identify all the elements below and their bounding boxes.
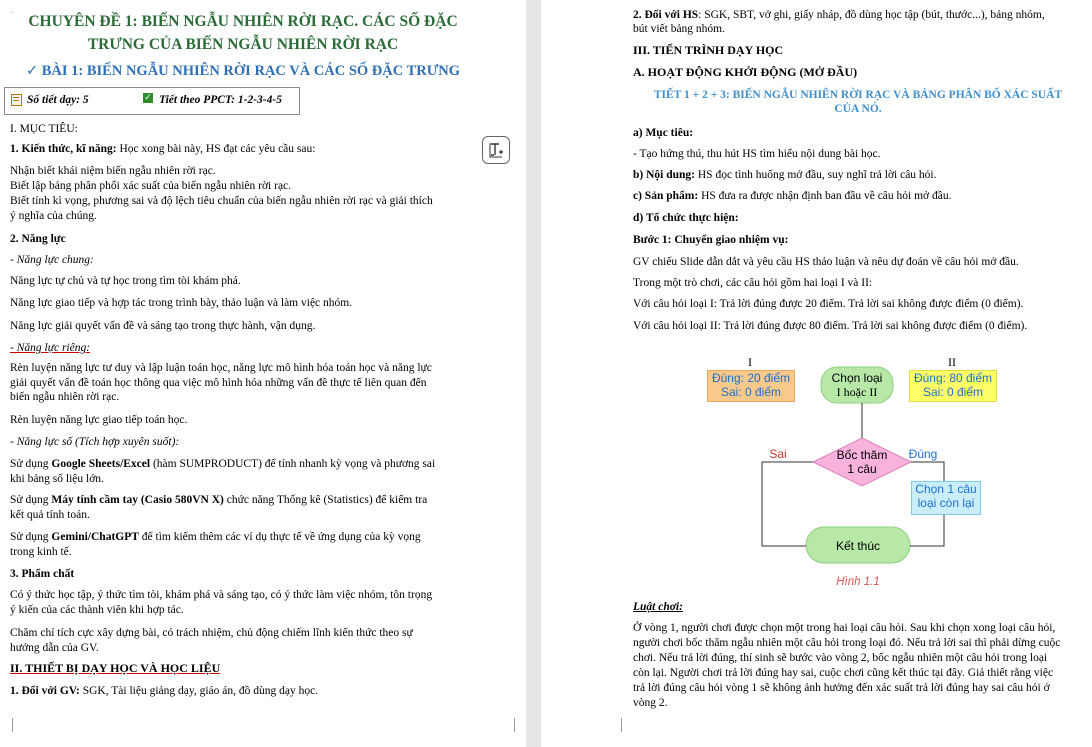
insert-text-button[interactable] xyxy=(482,136,510,164)
topic-title-line1: CHUYÊN ĐỀ 1: BIẾN NGẪU NHIÊN RỜI RẠC. CÁC SỐ ĐẶC xyxy=(28,13,458,30)
step1-paragraph: GV chiếu Slide dẫn dắt và yêu cầu HS thảo luận và nêu dự đoán về câu hỏi mở đầu. xyxy=(633,256,1019,268)
crop-mark xyxy=(514,718,515,732)
step1-paragraph: Trong một trò chơi, các câu hỏi gồm hai loại I và II: xyxy=(633,277,873,289)
type-II-box xyxy=(909,370,997,402)
specific-competence-item-cont: biến ngẫu nhiên rời rạc. xyxy=(10,391,120,403)
digital-competence-item-cont: trong kinh tế. xyxy=(10,546,72,558)
general-competence-heading: - Năng lực chung: xyxy=(10,254,94,266)
document-icon xyxy=(11,94,22,106)
digital-competence-item: Sử dụng Gemini/ChatGPT để tìm kiếm thêm các ví dụ thực tế về ứng dụng của kỳ vọng xyxy=(10,531,421,543)
rules-line: còn lại. Người chơi trả lời đúng hay sai, cuộc chơi cũng kết thúc tại đây. Giả thiết rằng việc xyxy=(633,667,1054,679)
choose-type-node: Chọn loại I hoặc II xyxy=(831,371,883,399)
specific-competence-heading: - Năng lực riêng: xyxy=(10,342,91,354)
teacher-materials-line: 1. Đối với GV: SGK, Tài liệu giảng dạy, giáo án, đồ dùng dạy học. xyxy=(10,685,319,697)
knowledge-item-cont: ý nghĩa của chúng. xyxy=(10,210,97,222)
digital-competence-item: Sử dụng Máy tính cầm tay (Casio 580VN X) chức năng Thống kê (Statistics) để kiểm tra xyxy=(10,494,428,506)
quality-item: Chăm chỉ tích cực xây dựng bài, có trách nhiệm, chủ động chiếm lĩnh kiến thức theo sự xyxy=(10,627,413,639)
step1-label: Bước 1: Chuyển giao nhiệm vụ: xyxy=(633,234,789,246)
lesson-title xyxy=(0,62,486,81)
digital-competence-item-cont: khi bảng số liệu lớn. xyxy=(10,473,104,485)
section-objectives-heading: I. MỤC TIÊU: xyxy=(10,123,78,135)
document-page-right xyxy=(541,0,1092,747)
label-type-I: I xyxy=(748,355,752,369)
specific-competence-item: Rèn luyện năng lực giao tiếp toán học. xyxy=(10,414,188,426)
digital-competence-item-cont: kết quả tính toán. xyxy=(10,509,90,521)
wrong-connector xyxy=(762,462,813,546)
general-competence-item: Năng lực tự chủ và tự học trong tìm tòi khám phá. xyxy=(10,275,241,287)
quality-item-cont: ý kiến của các thành viên khi hợp tác. xyxy=(10,604,184,616)
specific-competence-item-cont: giải quyết vấn đề toán học thông qua việc mô hình hóa những vấn đề thực tế liên quan đến xyxy=(10,377,427,389)
right-label: Đúng xyxy=(908,447,938,461)
rules-line: chơi. Nếu trả lời đúng, thí sinh sẽ bước vào vòng 2, bốc ngẫu nhiên một câu hỏi trong loại xyxy=(633,652,1048,664)
rules-heading: Luật chơi: xyxy=(633,601,683,613)
student-materials-line-cont: bút viết bảng nhóm. xyxy=(633,23,725,35)
product-line: c) Sản phẩm: HS đưa ra được nhận định ban đầu về câu hỏi mở đầu. xyxy=(633,190,952,202)
figure-caption: Hình 1.1 xyxy=(836,576,880,588)
quality-heading: 3. Phẩm chất xyxy=(10,568,75,580)
student-materials-line: 2. Đối với HS: SGK, SBT, vở ghi, giấy nháp, đồ dùng học tập (bút, thước...), bảng nhóm, xyxy=(633,9,1045,21)
objective-label: a) Mục tiêu: xyxy=(633,127,694,139)
type-I-right: Đúng: 20 điểm xyxy=(711,371,791,385)
periods-count: Số tiết dạy: 5 xyxy=(27,94,89,106)
document-page-left xyxy=(0,0,526,747)
knowledge-item: Biết lập bảng phân phối xác suất của biến ngẫu nhiên rời rạc. xyxy=(10,180,292,192)
next-question-box: Chọn 1 câu loại còn lại xyxy=(911,481,981,515)
flowchart-connectors xyxy=(541,0,1092,600)
rules-line: người chơi bốc thăm ngẫu nhiên một câu hỏi trong loại đó. Nếu trả lời sai thì phải dừng cuộc xyxy=(633,637,1061,649)
rules-line: Ở vòng 1, người chơi được chọn một trong hai loại câu hỏi. Sau khi chọn xong loại câu hỏi, xyxy=(633,622,1056,634)
type-I-wrong: Sai: 0 điểm xyxy=(720,385,782,399)
period-title-line2: CỦA NÓ. xyxy=(834,103,882,115)
quality-item-cont: hướng dẫn của GV. xyxy=(10,642,99,654)
topic-title-line2: TRƯNG CỦA BIẾN NGẪU NHIÊN RỜI RẠC xyxy=(87,36,399,53)
type-II-right: Đúng: 80 điểm xyxy=(913,371,993,385)
content-line: b) Nội dung: HS đọc tình huống mở đầu, suy nghĩ trả lời câu hỏi. xyxy=(633,169,937,181)
knowledge-item: Biết tính kì vọng, phương sai và độ lệch tiêu chuẩn của biến ngẫu nhiên rời rạc và giải thích xyxy=(10,195,433,207)
rules-line: vòng 2. xyxy=(633,697,668,709)
knowledge-line: 1. Kiến thức, kĩ năng: Học xong bài này, HS đạt các yêu cầu sau: xyxy=(10,143,316,155)
digital-competence-item: Sử dụng Google Sheets/Excel (hàm SUMPRODUCT) để tính nhanh kỳ vọng và phương sai xyxy=(10,458,436,470)
insert-text-icon xyxy=(488,142,504,158)
type-II-wrong: Sai: 0 điểm xyxy=(922,385,984,399)
crop-mark xyxy=(12,718,13,732)
objective-text: - Tạo hứng thú, thu hút HS tìm hiểu nội dung bài học. xyxy=(633,148,881,160)
specific-competence-item: Rèn luyện năng lực tư duy và lập luận toán học, năng lực mô hình hóa toán học và năng lực xyxy=(10,362,432,374)
ppct-periods: Tiết theo PPCT: 1-2-3-4-5 xyxy=(159,94,282,106)
quality-item: Có ý thức học tập, ý thức tìm tòi, khám phá và sáng tạo, có ý thức làm việc nhóm, tôn trọng xyxy=(10,589,433,601)
step1-paragraph: Với câu hỏi loại I: Trả lời đúng được 20 điểm. Trả lời sai không được điểm (0 điểm). xyxy=(633,298,1024,310)
knowledge-item: Nhận biết khái niệm biến ngẫu nhiên rời rạc. xyxy=(10,165,216,177)
general-competence-item: Năng lực giải quyết vấn đề và sáng tạo trong thực hành, vận dụng. xyxy=(10,320,316,332)
section-process-heading: III. TIẾN TRÌNH DẠY HỌC xyxy=(633,43,784,57)
warmup-heading: A. HOẠT ĐỘNG KHỞI ĐỘNG (MỞ ĐẦU) xyxy=(633,65,858,79)
competence-heading: 2. Năng lực xyxy=(10,233,66,245)
rules-line: trả lời đúng câu hỏi vòng 1 sẽ không ảnh hưởng đến xác suất trả lời đúng hay sai câu hỏi ở xyxy=(633,682,1050,694)
label-type-II: II xyxy=(948,355,956,369)
section-equipment-heading: II. THIẾT BỊ DẠY HỌC VÀ HỌC LIỆU xyxy=(10,661,221,675)
period-title-line1: TIẾT 1 + 2 + 3: BIẾN NGẪU NHIÊN RỜI RẠC VÀ BẢNG PHÂN BỐ XÁC SUẤT xyxy=(653,89,1063,101)
checkbox-icon: ✓ xyxy=(144,93,152,103)
type-I-box xyxy=(707,370,795,402)
general-competence-item: Năng lực giao tiếp và hợp tác trong trình bày, thảo luận và làm việc nhóm. xyxy=(10,297,353,309)
draw-question-node: Bốc thăm 1 câu xyxy=(836,448,888,476)
lesson-title-text: BÀI 1: BIẾN NGẪU NHIÊN RỜI RẠC VÀ CÁC SỐ ĐẶC TRƯNG xyxy=(41,63,461,79)
organization-label: d) Tổ chức thực hiện: xyxy=(633,212,739,224)
digital-competence-heading: - Năng lực số (Tích hợp xuyên suốt): xyxy=(10,436,180,448)
check-icon: ✓ xyxy=(25,63,39,79)
crop-mark xyxy=(621,718,622,732)
step1-paragraph: Với câu hỏi loại II: Trả lời đúng được 80 điểm. Trả lời sai không được điểm (0 điểm). xyxy=(633,320,1028,332)
wrong-label: Sai xyxy=(769,447,787,461)
end-node: Kết thúc xyxy=(835,539,881,553)
lesson-info-box xyxy=(4,87,300,115)
